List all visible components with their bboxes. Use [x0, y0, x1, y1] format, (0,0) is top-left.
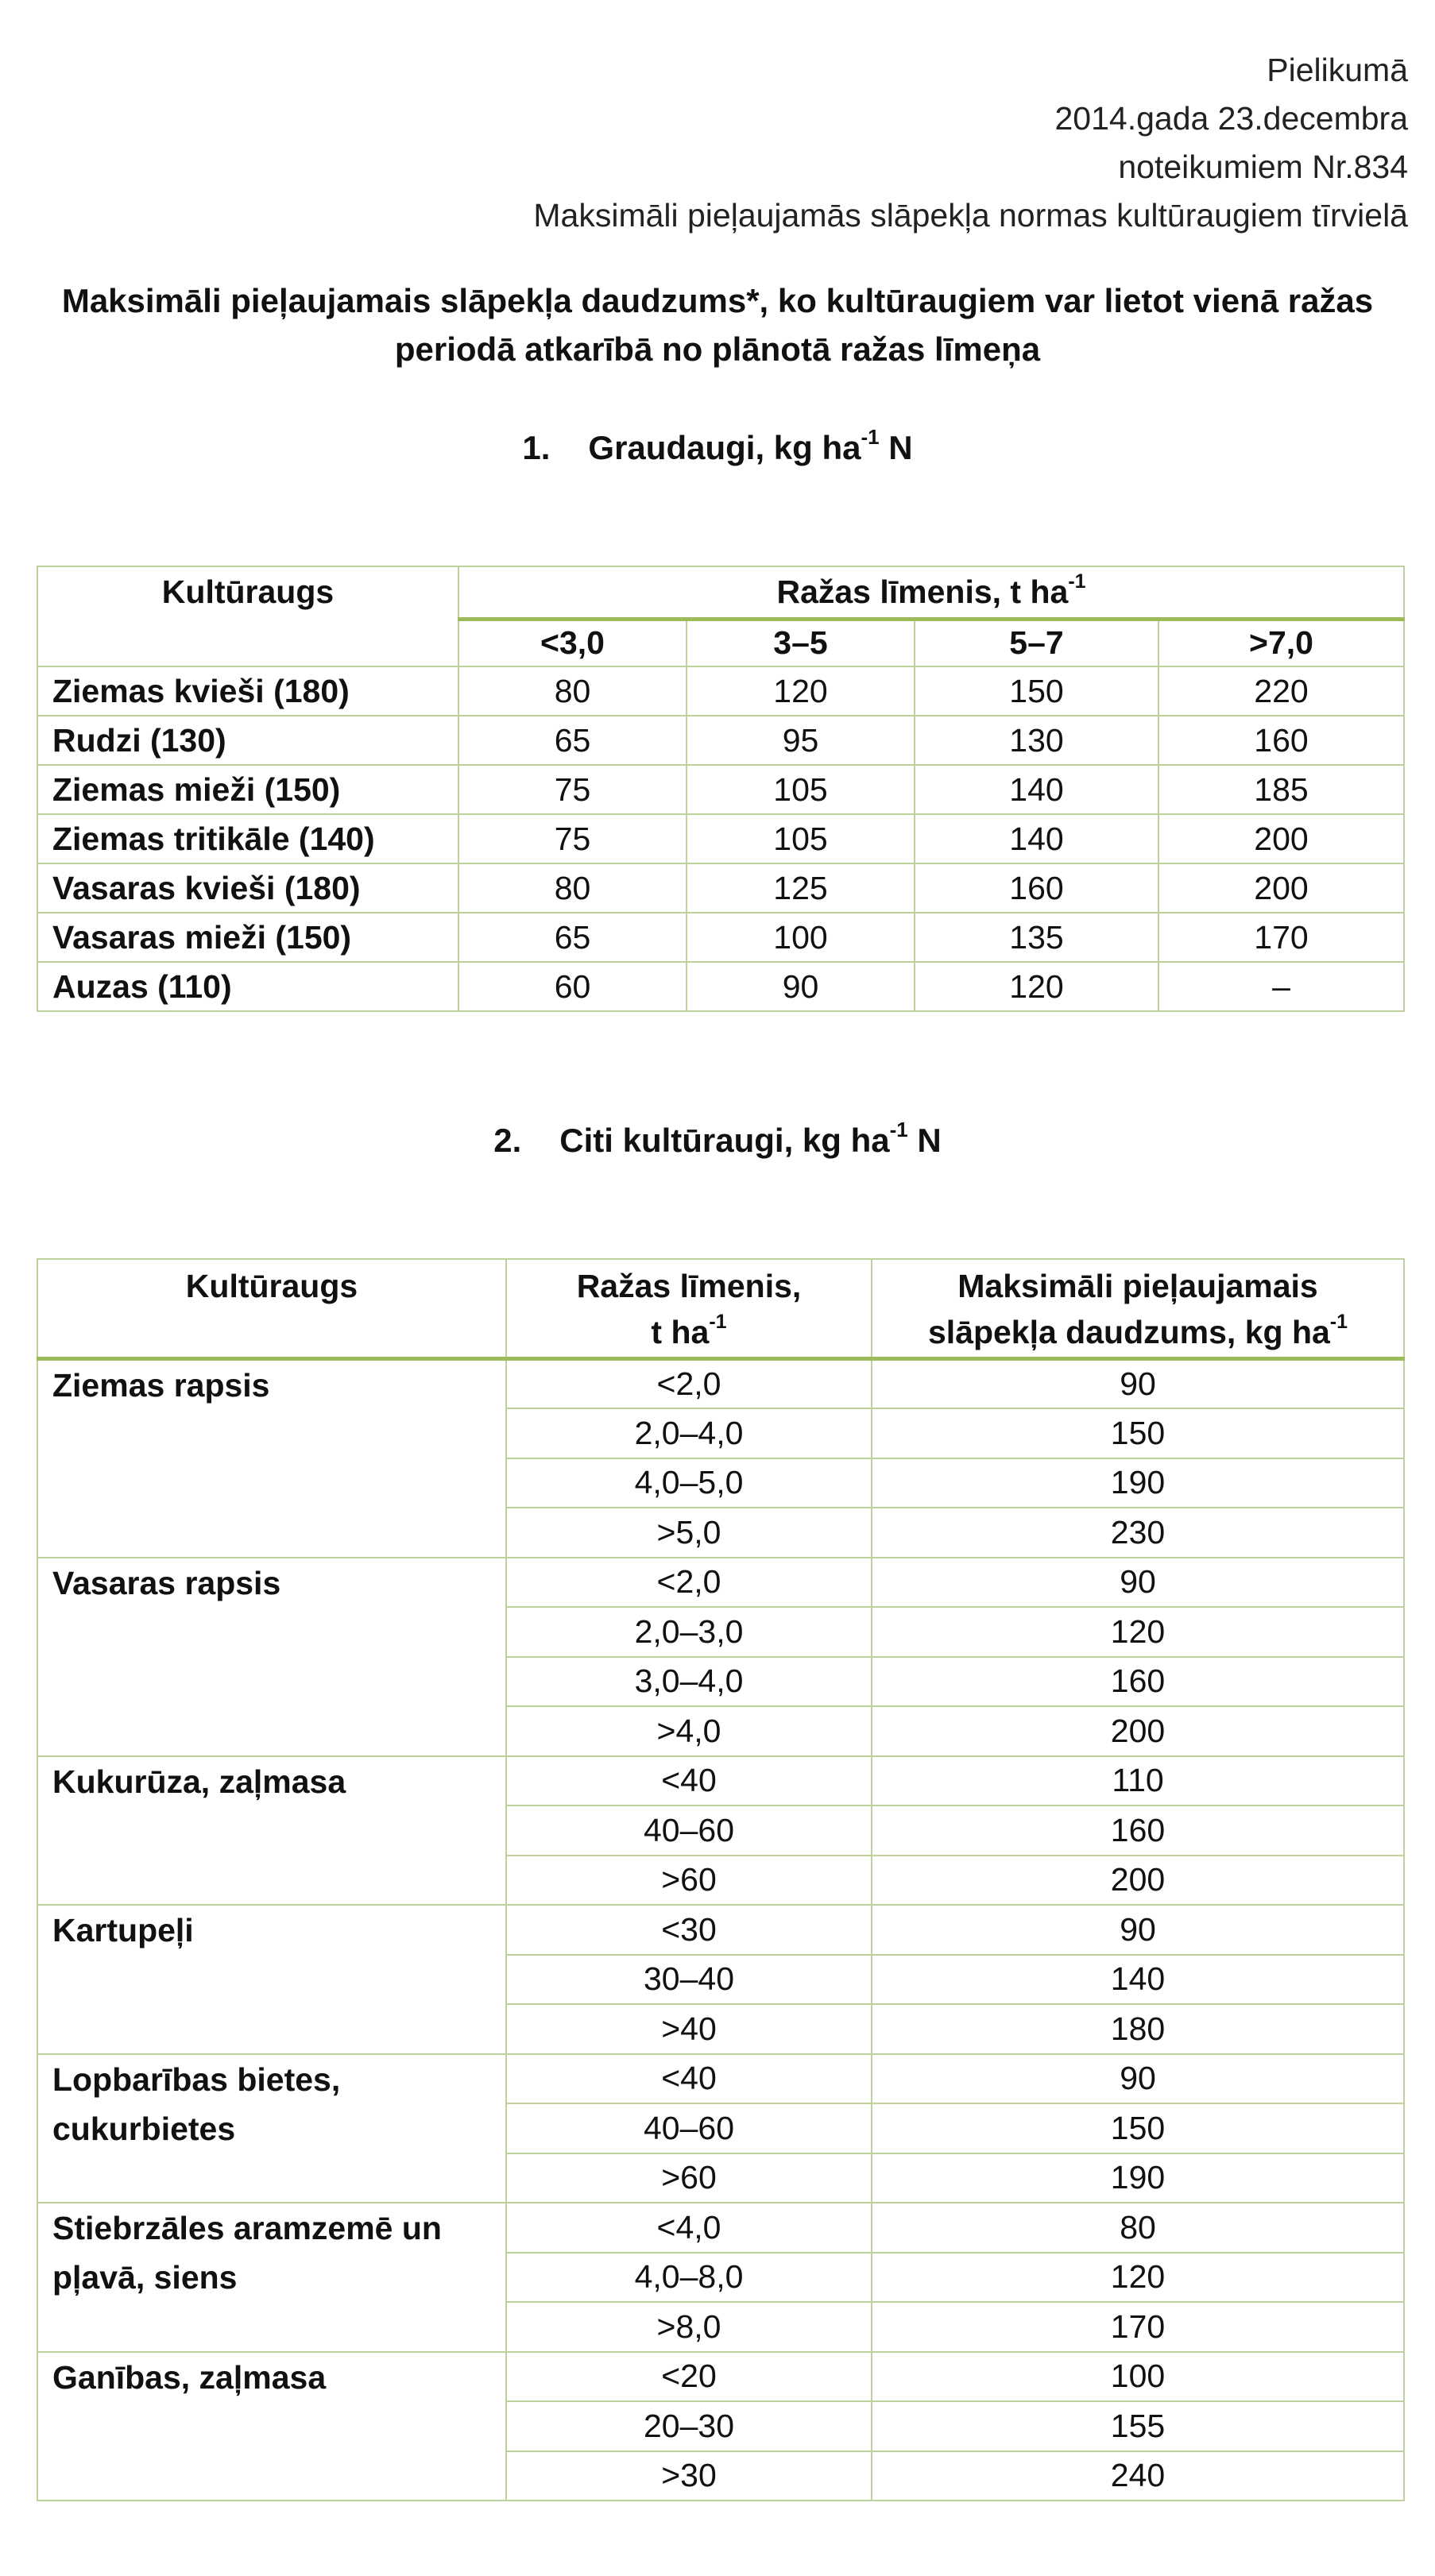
nitrogen-value-cell: 100	[687, 913, 915, 962]
nitrogen-value-cell: –	[1158, 962, 1404, 1011]
yield-level-cell: 40–60	[506, 2103, 872, 2153]
yield-level-cell: 40–60	[506, 1806, 872, 1856]
crop-name-cell: Stiebrzāles aramzemē un pļavā, siens	[37, 2203, 506, 2352]
yield-level-cell: <40	[506, 1756, 872, 1806]
crop-name-cell: Rudzi (130)	[37, 716, 458, 765]
nitrogen-amount-cell: 120	[872, 2253, 1404, 2303]
crop-name-cell: Ziemas tritikāle (140)	[37, 814, 458, 863]
table-row	[37, 2054, 1404, 2104]
main-title-line-1: Maksimāli pieļaujamais slāpekļa daudzums*, ko kultūraugiem var lietot vienā ražas	[61, 282, 1374, 319]
crop-name-cell: Vasaras rapsis	[37, 1558, 506, 1756]
table-row	[37, 666, 1404, 716]
section-2-number: 2.	[493, 1122, 522, 1159]
nitrogen-amount-cell: 90	[872, 1558, 1404, 1608]
nitrogen-amount-cell: 150	[872, 1408, 1404, 1458]
main-title-line-2: periodā atkarībā no plānotā ražas līmeņa	[394, 330, 1041, 368]
col-amount-header: Maksimāli pieļaujamais slāpekļa daudzums, kg $ha^{-1}$	[872, 1259, 1404, 1359]
nitrogen-amount-cell: 200	[872, 1706, 1404, 1756]
nitrogen-value-cell: 170	[1158, 913, 1404, 962]
section-1-number: 1.	[522, 429, 551, 466]
yield-level-cell: 4,0–8,0	[506, 2253, 872, 2303]
table-row	[37, 2203, 1404, 2253]
nitrogen-amount-cell: 170	[872, 2302, 1404, 2352]
nitrogen-value-cell: 160	[915, 863, 1158, 913]
nitrogen-value-cell: 80	[458, 666, 687, 716]
yield-level-header: >7,0	[1158, 619, 1404, 666]
nitrogen-value-cell: 140	[915, 765, 1158, 814]
section-2-title-sup: -1	[889, 1118, 908, 1141]
nitrogen-value-cell: 135	[915, 913, 1158, 962]
nitrogen-amount-cell: 230	[872, 1508, 1404, 1558]
yield-level-cell: <4,0	[506, 2203, 872, 2253]
yield-level-cell: 20–30	[506, 2401, 872, 2451]
table-row	[37, 765, 1404, 814]
nitrogen-amount-cell: 200	[872, 1856, 1404, 1906]
nitrogen-value-cell: 90	[687, 962, 915, 1011]
yield-level-cell: <2,0	[506, 1359, 872, 1409]
nitrogen-amount-cell: 90	[872, 1905, 1404, 1955]
section-2-title-suffix: N	[907, 1122, 942, 1159]
main-title	[0, 276, 1435, 373]
table-row	[37, 1558, 1404, 1608]
nitrogen-amount-cell: 240	[872, 2451, 1404, 2501]
nitrogen-amount-cell: 160	[872, 1657, 1404, 1707]
table-row	[37, 1905, 1404, 1955]
col-crop-header-2: Kultūraugs	[37, 1259, 506, 1359]
nitrogen-value-cell: 220	[1158, 666, 1404, 716]
yield-level-cell: <20	[506, 2352, 872, 2402]
section-1-title	[0, 424, 1435, 472]
yield-level-cell: >60	[506, 2153, 872, 2203]
table-row	[37, 1359, 1404, 1409]
nitrogen-amount-cell: 150	[872, 2103, 1404, 2153]
nitrogen-amount-cell: 155	[872, 2401, 1404, 2451]
yield-level-cell: >5,0	[506, 1508, 872, 1558]
yield-level-cell: >4,0	[506, 1706, 872, 1756]
nitrogen-amount-cell: 110	[872, 1756, 1404, 1806]
header-line-4: Maksimāli pieļaujamās slāpekļa normas kultūraugiem tīrvielā	[533, 197, 1408, 234]
crop-name-cell: Ziemas rapsis	[37, 1359, 506, 1558]
nitrogen-amount-cell: 140	[872, 1955, 1404, 2005]
yield-level-cell: <2,0	[506, 1558, 872, 1608]
crop-name-cell: Ziemas mieži (150)	[37, 765, 458, 814]
nitrogen-value-cell: 185	[1158, 765, 1404, 814]
yield-level-cell: >60	[506, 1856, 872, 1906]
crop-name-cell: Vasaras mieži (150)	[37, 913, 458, 962]
nitrogen-value-cell: 150	[915, 666, 1158, 716]
header-line-1: Pielikumā	[1267, 52, 1408, 88]
yield-level-header: <3,0	[458, 619, 687, 666]
table-row	[37, 962, 1404, 1011]
nitrogen-value-cell: 120	[915, 962, 1158, 1011]
nitrogen-amount-cell: 100	[872, 2352, 1404, 2402]
table-row	[37, 716, 1404, 765]
section-2-title	[0, 1117, 1435, 1164]
crop-name-cell: Kartupeļi	[37, 1905, 506, 2054]
table-row	[37, 814, 1404, 863]
nitrogen-value-cell: 65	[458, 913, 687, 962]
yield-level-cell: 30–40	[506, 1955, 872, 2005]
other-crops-table	[37, 1258, 1405, 2501]
nitrogen-value-cell: 80	[458, 863, 687, 913]
nitrogen-value-cell: 120	[687, 666, 915, 716]
nitrogen-amount-cell: 90	[872, 1359, 1404, 1409]
crop-name-cell: Kukurūza, zaļmasa	[37, 1756, 506, 1906]
nitrogen-value-cell: 140	[915, 814, 1158, 863]
yield-level-cell: <30	[506, 1905, 872, 1955]
table-row	[37, 863, 1404, 913]
nitrogen-amount-cell: 120	[872, 1607, 1404, 1657]
nitrogen-value-cell: 125	[687, 863, 915, 913]
section-1-title-text: Graudaugi, kg ha	[588, 429, 861, 466]
grain-crops-table	[37, 566, 1405, 1012]
nitrogen-value-cell: 160	[1158, 716, 1404, 765]
yield-level-cell: 2,0–4,0	[506, 1408, 872, 1458]
nitrogen-value-cell: 75	[458, 814, 687, 863]
header-line-2: 2014.gada 23.decembra	[1054, 100, 1408, 137]
section-1-title-sup: -1	[861, 425, 880, 449]
table-row	[37, 2352, 1404, 2402]
crop-name-cell: Ganības, zaļmasa	[37, 2352, 506, 2501]
nitrogen-amount-cell: 180	[872, 2004, 1404, 2054]
nitrogen-value-cell: 95	[687, 716, 915, 765]
nitrogen-amount-cell: 160	[872, 1806, 1404, 1856]
nitrogen-value-cell: 105	[687, 814, 915, 863]
nitrogen-value-cell: 105	[687, 765, 915, 814]
yield-level-cell: >8,0	[506, 2302, 872, 2352]
nitrogen-value-cell: 60	[458, 962, 687, 1011]
nitrogen-value-cell: 65	[458, 716, 687, 765]
table-row	[37, 1756, 1404, 1806]
nitrogen-amount-cell: 80	[872, 2203, 1404, 2253]
yield-level-cell: >40	[506, 2004, 872, 2054]
yield-level-cell: 4,0–5,0	[506, 1458, 872, 1508]
crop-name-cell: Auzas (110)	[37, 962, 458, 1011]
yield-level-cell: <40	[506, 2054, 872, 2104]
yield-level-header: 3–5	[687, 619, 915, 666]
yield-level-cell: 3,0–4,0	[506, 1657, 872, 1707]
nitrogen-value-cell: 75	[458, 765, 687, 814]
nitrogen-amount-cell: 190	[872, 1458, 1404, 1508]
col-crop-header: Kultūraugs	[37, 566, 458, 666]
header-line-3: noteikumiem Nr.834	[1118, 149, 1408, 185]
crop-name-cell: Ziemas kvieši (180)	[37, 666, 458, 716]
yield-level-cell: 2,0–3,0	[506, 1607, 872, 1657]
nitrogen-value-cell: 200	[1158, 863, 1404, 913]
yield-level-cell: >30	[506, 2451, 872, 2501]
nitrogen-amount-cell: 190	[872, 2153, 1404, 2203]
section-2-title-text: Citi kultūraugi, kg ha	[559, 1122, 890, 1159]
nitrogen-value-cell: 200	[1158, 814, 1404, 863]
crop-name-cell: Lopbarības bietes, cukurbietes	[37, 2054, 506, 2203]
col-yield-header-2: Ražas līmenis, t $ha^{-1}$	[506, 1259, 872, 1359]
nitrogen-amount-cell: 90	[872, 2054, 1404, 2104]
annex-header	[375, 46, 1408, 240]
crop-name-cell: Vasaras kvieši (180)	[37, 863, 458, 913]
col-yield-header: Ražas līmenis, t $ha^{-1}$	[458, 566, 1404, 619]
yield-level-header: 5–7	[915, 619, 1158, 666]
nitrogen-value-cell: 130	[915, 716, 1158, 765]
section-1-title-suffix: N	[879, 429, 913, 466]
table-row	[37, 913, 1404, 962]
